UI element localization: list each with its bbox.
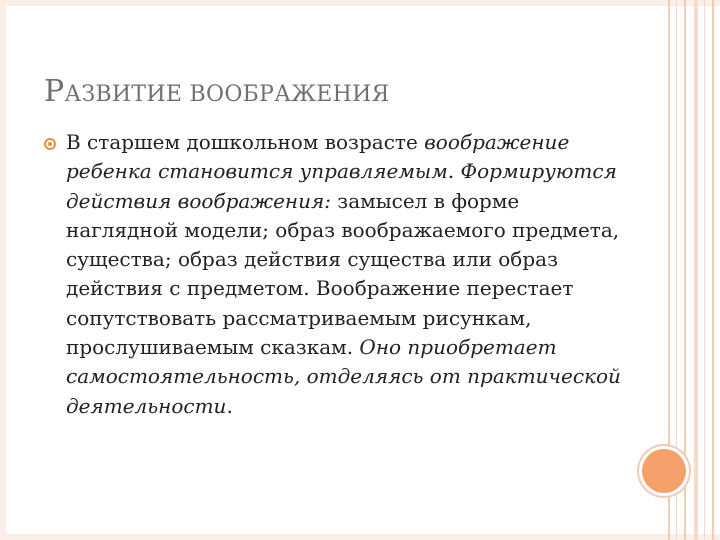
bullet-paragraph: [66, 128, 626, 421]
decor-orange-circle: [642, 449, 686, 493]
decor-vertical-line: [712, 0, 714, 540]
decor-vertical-line: [684, 0, 686, 540]
frame-bottom-border: [0, 534, 720, 540]
frame-top-border: [0, 0, 720, 6]
text-segment-italic: Формируются действия воображения:: [66, 159, 617, 213]
text-segment: .: [447, 159, 461, 184]
title-first-letter: Р: [44, 74, 65, 109]
text-segment-italic: Оно приобретает самостоятельность, отделяясь от практической деятельности: [66, 335, 621, 418]
frame-left-border: [0, 0, 6, 540]
text-segment: замысел в форме наглядной модели; образ воображаемого предмета, существа; образ действия существа или образ действия с предметом. Воображение перестает сопутствовать рассматриваемым рисункам, прослушиваемым сказкам.: [66, 188, 620, 360]
slide-title: [44, 74, 644, 109]
bullet-icon: [44, 138, 56, 150]
text-segment: .: [226, 393, 233, 418]
title-rest: АЗВИТИЕ ВООБРАЖЕНИЯ: [64, 82, 390, 107]
text-segment: В старшем дошкольном возрасте: [66, 130, 425, 154]
text-segment-italic: воображение ребенка становится управляемым: [66, 130, 570, 184]
decor-vertical-line: [694, 0, 698, 540]
decor-vertical-line: [704, 0, 705, 540]
